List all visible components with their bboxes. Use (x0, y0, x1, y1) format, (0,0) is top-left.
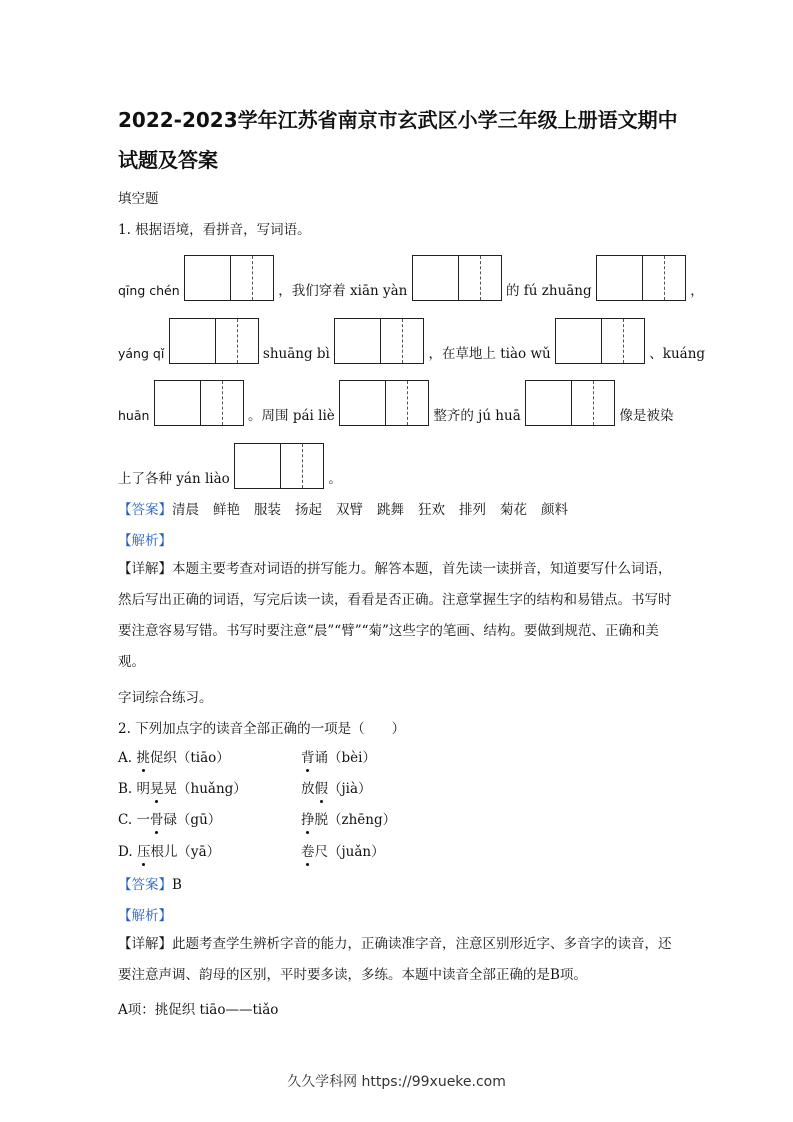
writing-box[interactable] (334, 318, 424, 364)
writing-box[interactable] (184, 255, 274, 301)
answer-word: 狂欢 (418, 502, 445, 518)
q1-stem: 1. 根据语境，看拼音，写词语。 (118, 222, 311, 238)
page-title: 2022-2023学年江苏省南京市玄武区小学三年级上册语文期中试题及答案 (118, 108, 678, 172)
option-b-second (301, 777, 372, 797)
option-a[interactable] (118, 746, 230, 766)
option-label: D. (118, 844, 133, 860)
context-text: ， (690, 283, 704, 299)
context-text: shuāng bì (262, 346, 330, 362)
opt-text: 晃（huǎng） (163, 781, 247, 797)
q1-detail (118, 554, 676, 678)
context-text: 上了各种 yán liào (118, 471, 230, 487)
writing-box[interactable] (154, 380, 244, 426)
opt-text: 诵（bèi） (314, 750, 376, 766)
q1-analysis-tag: 【解析】 (118, 533, 172, 549)
answer-word: 菊花 (500, 502, 527, 518)
answer-tag: 【答案】 (118, 502, 172, 518)
opt-text: （jià） (328, 781, 372, 797)
section-heading-2: 字词综合练习。 (118, 690, 213, 706)
answer-word: 颜料 (541, 502, 568, 518)
pinyin-text: yáng qǐ (118, 346, 165, 361)
answer-word: 鲜艳 (213, 502, 240, 518)
writing-box[interactable] (555, 318, 645, 364)
opt-text: 碌（gū） (163, 812, 222, 828)
q1-row-3 (118, 380, 673, 426)
context-text: ，我们穿着 xiān yàn (278, 283, 408, 299)
opt-text: 尺（juǎn） (314, 844, 385, 860)
context-text: ，在草地上 tiào wǔ (428, 346, 551, 362)
answer-word: 跳舞 (377, 502, 404, 518)
detail-text: 此题考查学生辨析字音的能力，正确读准字音，注意区别形近字、多音字的读音，还要注意声调、韵母的区别，平时要多读，多练。本题中读音全部正确的是B项。 (118, 936, 672, 983)
q1-row-2 (118, 318, 705, 364)
context-text: 的 fú zhuāng (505, 283, 592, 299)
writing-box[interactable] (412, 255, 502, 301)
dotted-char: 挣 (301, 812, 315, 828)
option-d-second (301, 840, 385, 860)
q2-item-a: A项：挑促织 tiāo——tiǎo (118, 1002, 279, 1018)
pinyin-text: qīng chén (118, 283, 180, 298)
footer-watermark: 久久学科网 https://99xueke.com (287, 1074, 506, 1090)
context-text: 。周围 pái liè (248, 408, 335, 424)
q1-answer (118, 498, 582, 518)
q2-analysis-tag: 【解析】 (118, 908, 172, 924)
answer-value: B (172, 877, 182, 893)
opt-text: 放 (301, 781, 315, 797)
option-d[interactable] (118, 840, 220, 860)
section-heading: 填空题 (118, 191, 159, 207)
dotted-char: 压 (136, 844, 151, 860)
answer-word: 双臂 (336, 502, 363, 518)
q1-row-4 (118, 443, 342, 489)
option-b[interactable] (118, 777, 247, 797)
option-label: C. (118, 812, 133, 828)
dotted-char: 假 (314, 781, 328, 797)
writing-box[interactable] (169, 318, 259, 364)
option-label: A. (118, 750, 133, 766)
option-c[interactable] (118, 808, 221, 828)
context-text: 。 (328, 471, 342, 487)
opt-text: 根儿（yā） (150, 844, 221, 860)
opt-text: 脱（zhēng） (314, 812, 397, 828)
answer-tag: 【答案】 (118, 877, 172, 893)
writing-box[interactable] (525, 380, 615, 426)
q1-row-1 (118, 255, 704, 301)
answer-word: 扬起 (295, 502, 322, 518)
q2-stem: 2. 下列加点字的读音全部正确的一项是（ ） (118, 721, 406, 737)
answer-word: 排列 (459, 502, 486, 518)
opt-text: 一 (136, 812, 150, 828)
dotted-char: 晃 (150, 781, 164, 797)
detail-tag: 【详解】 (118, 561, 172, 577)
dotted-char: 卷 (301, 844, 315, 860)
dotted-char: 骨 (149, 812, 164, 828)
opt-text: 促织（tiāo） (149, 750, 230, 766)
context-text: 、kuáng (649, 346, 706, 362)
opt-text: 明 (136, 781, 151, 797)
detail-text: 本题主要考查对词语的拼写能力。解答本题，首先读一读拼音，知道要写什么词语，然后写出正确的词语，写完后读一读，看看是否正确。注意掌握生字的结构和易错点。书写时要注意容易写错。书写时要注意“晨”“臂”“菊”这些字的笔画、结构。要做到规范、正确和美观。 (118, 561, 672, 670)
option-a-second (301, 746, 376, 766)
context-text: 像是被染 (619, 408, 674, 424)
writing-box[interactable] (339, 380, 429, 426)
answer-word: 服装 (254, 502, 281, 518)
q2-detail (118, 929, 676, 991)
writing-box[interactable] (596, 255, 686, 301)
q2-answer (118, 873, 182, 893)
dotted-char: 背 (301, 750, 315, 766)
context-text: 整齐的 jú huā (433, 408, 521, 424)
detail-tag: 【详解】 (118, 936, 172, 952)
writing-box[interactable] (234, 443, 324, 489)
dotted-char: 挑 (136, 750, 150, 766)
pinyin-text: huān (118, 408, 150, 423)
option-label: B. (118, 781, 133, 797)
answer-word: 清晨 (172, 502, 199, 518)
option-c-second (301, 808, 396, 828)
